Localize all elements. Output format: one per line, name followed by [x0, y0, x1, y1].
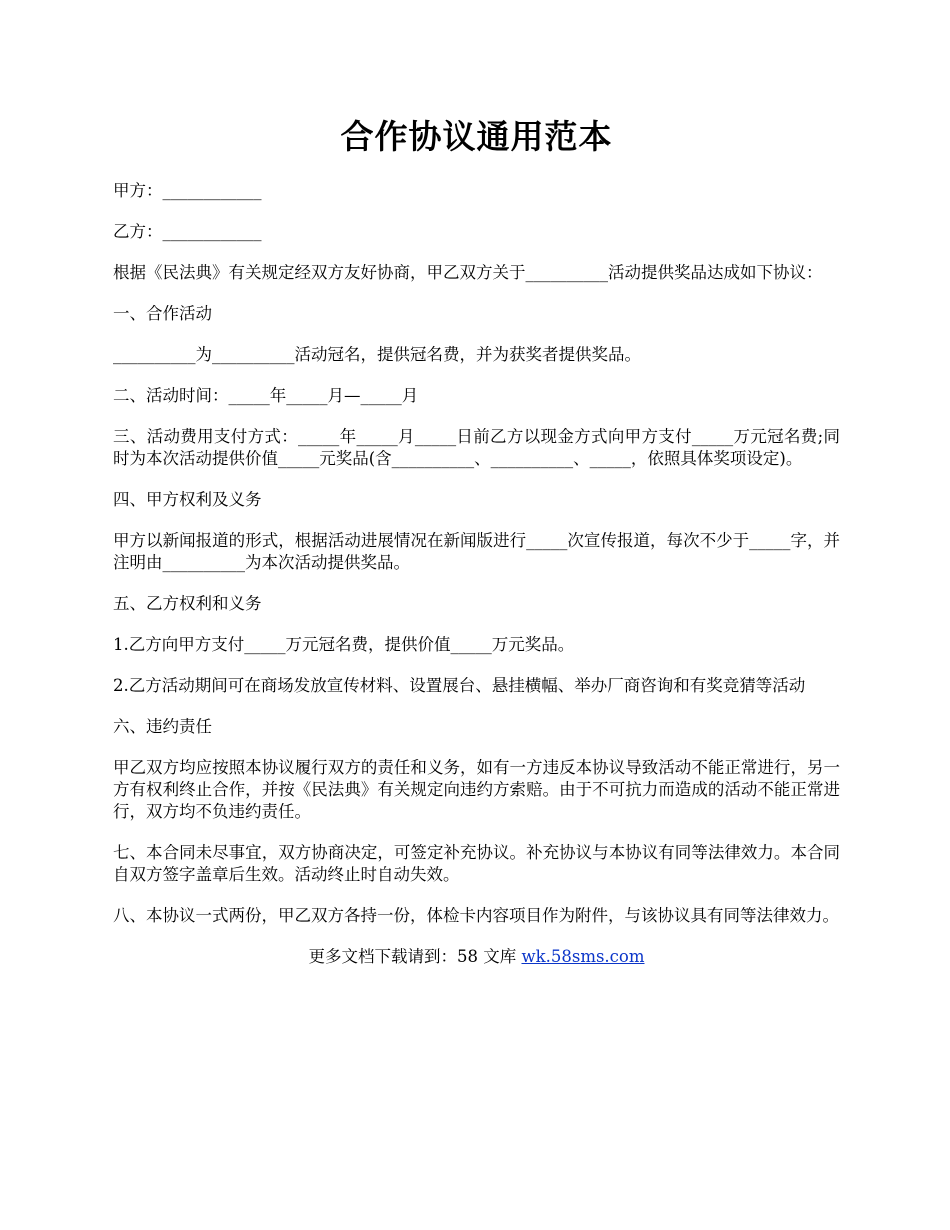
section-6-body: 甲乙双方均应按照本协议履行双方的责任和义务，如有一方违反本协议导致活动不能正常进行，另一方有权利终止合作，并按《民法典》有关规定向违约方索赔。由于不可抗力而造成的活动不能正常进行，双方均不负违约责任。 — [113, 758, 840, 821]
party-b-line: 乙方：____________ — [113, 222, 262, 241]
footer-text: 更多文档下载请到：58 文库 — [308, 947, 522, 966]
section-3-body: 三、活动费用支付方式：_____年_____月_____日前乙方以现金方式向甲方支付_____万元冠名费;同时为本次活动提供价值_____元奖品(含__________、__________、_____，依照具体奖项设定)。 — [113, 427, 840, 468]
footer-link[interactable]: wk.58sms.com — [521, 947, 645, 966]
section-2-heading: 二、活动时间：_____年_____月—_____月 — [113, 386, 419, 405]
section-heading-1: 一、合作活动 — [113, 304, 212, 323]
document-title: 合作协议通用范本 — [340, 117, 613, 156]
footer — [113, 946, 840, 968]
preamble-paragraph: 根据《民法典》有关规定经双方友好协商，甲乙双方关于__________活动提供奖品达成如下协议： — [113, 263, 823, 282]
section-7-body: 七、本合同未尽事宜，双方协商决定，可签定补充协议。补充协议与本协议有同等法律效力。本合同自双方签字盖章后生效。活动终止时自动失效。 — [113, 843, 840, 884]
section-1-body: __________为__________活动冠名，提供冠名费，并为获奖者提供奖品。 — [113, 345, 641, 364]
section-8-body: 八、本协议一式两份，甲乙双方各持一份，体检卡内容项目作为附件，与该协议具有同等法律效力。 — [113, 906, 839, 925]
section-5-item-1: 1.乙方向甲方支付_____万元冠名费，提供价值_____万元奖品。 — [113, 635, 575, 654]
document-page — [113, 112, 840, 968]
section-heading-6: 六、违约责任 — [113, 717, 212, 736]
section-heading-4: 四、甲方权利及义务 — [113, 490, 262, 509]
section-heading-5: 五、乙方权利和义务 — [113, 594, 262, 613]
section-4-body: 甲方以新闻报道的形式，根据活动进展情况在新闻版进行_____次宣传报道，每次不少于_____字，并注明由__________为本次活动提供奖品。 — [113, 531, 840, 572]
party-a-line: 甲方：____________ — [113, 181, 262, 200]
section-5-item-2: 2.乙方活动期间可在商场发放宣传材料、设置展台、悬挂横幅、举办厂商咨询和有奖竞猜等活动 — [113, 676, 806, 695]
